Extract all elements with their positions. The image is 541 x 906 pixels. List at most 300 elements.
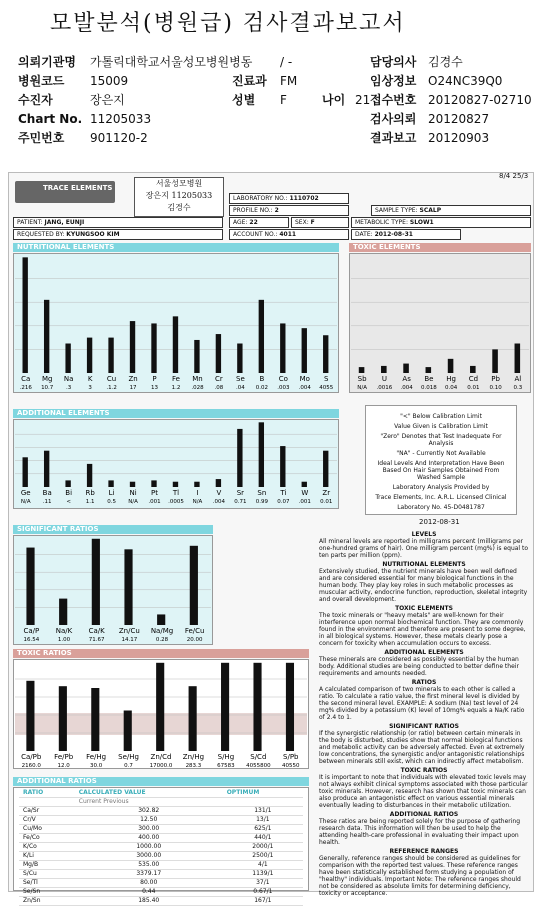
toxic-bar [426, 367, 432, 373]
toxic-ratio-value: 0.7 [124, 763, 133, 769]
significant-label: Ca/K [88, 627, 105, 635]
header-label: 의뢰기관명 [18, 55, 76, 69]
ratio-cell: 0.44 [75, 888, 223, 897]
ratio-cell: 2500/1 [223, 852, 303, 861]
nutritional-value: .028 [191, 385, 204, 391]
ratio-cell: 131/1 [223, 807, 303, 816]
additional-label: Ti [280, 489, 287, 497]
header-value: 901120-2 [90, 131, 148, 145]
header-row [18, 110, 288, 129]
toxic-ratio-bar [189, 686, 197, 751]
table-row [19, 843, 303, 852]
stamp-line: 서울성모병원 [155, 179, 203, 188]
header-value: 20120827-02710 [428, 93, 532, 107]
additional-label: Tl [172, 489, 180, 497]
nutritional-value: .04 [236, 385, 245, 391]
additional-value: .001 [298, 499, 311, 505]
requested: KYUNGSOO KIM [66, 231, 120, 238]
header-value: 20120827 [428, 112, 490, 126]
toxic-label: As [402, 375, 411, 383]
explanation-title: TOXIC ELEMENTS [395, 605, 453, 612]
ratio-cell: 2000/1 [223, 843, 303, 852]
header-row [370, 53, 540, 72]
explanation-body: Generally, reference ranges should be considered as guidelines for comparison with the reported test values. These reference ranges have been statistically established form studying a population of "healthy" individuals. Important Note: The reference ranges should not be considered as absolute limits for determining deficiency, toxicity or acceptance. [319, 855, 521, 897]
nutritional-label: Cu [106, 375, 117, 383]
explanation-body: It is important to note that individuals with elevated toxic levels may not always exhibit clinical symptoms associated with those particular toxic minerals. However, research has shown that toxic minerals can also produce an antagonistic effect on various essential minerals eventually leading to disturbances in their metabolic utilization. [319, 774, 528, 809]
explanation-title: LEVELS [411, 531, 437, 538]
profile: 2 [274, 207, 279, 214]
header-value: FM [280, 74, 298, 88]
table-row [19, 834, 303, 843]
explanation-body: These minerals are considered as possibly essential by the human body. Additional studies are being conducted to better define their requirements and amounts needed. [319, 656, 519, 677]
significant-bar [157, 614, 165, 625]
explanation-title: ADDITIONAL ELEMENTS [384, 649, 464, 656]
table-row [19, 816, 303, 825]
nutritional-bar [130, 321, 135, 373]
nutritional-label: Zn [128, 375, 138, 383]
legend-line: Value Given is Calibration Limit [394, 423, 488, 430]
ratio-subheader [19, 798, 75, 807]
additional-bar [237, 429, 242, 487]
header-row [370, 72, 540, 91]
ratio-cell: Cr/V [19, 816, 75, 825]
sample: SCALP [419, 207, 442, 214]
additional-value: N/A [128, 499, 138, 505]
nutritional-bar [259, 300, 264, 373]
toxic-ratio-bar [286, 663, 294, 751]
toxic-label: U [381, 375, 387, 383]
significant-value: 14.17 [121, 637, 138, 643]
explanation-body: The toxic minerals or "heavy metals" are well-known for their interference upon normal biochemical function. They are commonly found in the environment and therefore are present to some degree, in all biological systems. However, these metals clearly pose a concern for toxicity when accumulation occurs to excess. [319, 612, 526, 647]
additional-bar [108, 480, 113, 487]
nutritional-value: 10.7 [41, 385, 54, 391]
table-row [19, 897, 303, 906]
additional-ratios-band: ADDITIONAL RATIOS [13, 777, 309, 786]
toxic-label: Al [514, 375, 522, 383]
lab-name: TRACE ELEMENTS [43, 184, 113, 192]
print-date: 2012-08-31 [419, 518, 460, 526]
table-row [19, 807, 303, 816]
ratio-cell: 0.67/1 [223, 888, 303, 897]
table-row [19, 861, 303, 870]
toxic-value: .0016 [376, 385, 393, 391]
toxic-ratio-value: 67583 [217, 763, 235, 769]
ratio-subheader [223, 798, 303, 807]
table-row [19, 852, 303, 861]
ratio-cell: 400.00 [75, 834, 223, 843]
additional-label: Li [108, 489, 115, 497]
significant-label: Fe/Cu [184, 627, 205, 635]
ratio-cell: 12.50 [75, 816, 223, 825]
nutritional-value: .216 [19, 385, 32, 391]
header-value: O24NC39Q0 [428, 74, 503, 88]
nutritional-value: .08 [214, 385, 224, 391]
additional-label: V [216, 489, 222, 497]
toxic-bar [359, 367, 365, 373]
nutritional-label: Fe [172, 375, 180, 383]
ratio-cell: Se/Tl [19, 879, 75, 888]
legend-line: Trace Elements, Inc. A.R.L. Licensed Clinical [375, 494, 507, 501]
additional-value: 0.71 [234, 499, 247, 505]
patient-label: PATIENT: [17, 219, 43, 226]
toxic-ratio-label: Fe/Pb [54, 753, 74, 761]
table-row [19, 825, 303, 834]
additional-value: .11 [42, 499, 52, 505]
patient: JANG, EUNJI [44, 219, 85, 226]
nutritional-value: 3 [88, 385, 92, 391]
additional-value: < [66, 499, 71, 505]
ratio-subheader: Current Previous [75, 798, 223, 807]
ratio-cell: 3000.00 [75, 852, 223, 861]
additional-bar [65, 480, 70, 487]
ratio-cell: 13/1 [223, 816, 303, 825]
significant-label: Na/K [55, 627, 73, 635]
additional-band: ADDITIONAL ELEMENTS [13, 409, 339, 418]
additional-label: Pt [151, 489, 159, 497]
explanation-body: These ratios are being reported solely for the purpose of gathering research data. This information will then be used to help the attending health-care professional in evaluating their impact upon health. [319, 818, 521, 846]
requested-label: REQUESTED BY: [17, 231, 65, 238]
lab-number: 1110702 [289, 195, 319, 202]
additional-value: 0.5 [107, 499, 116, 505]
nutritional-bar [108, 338, 113, 373]
additional-bar [173, 482, 178, 487]
significant-bar [190, 546, 198, 625]
header-row [232, 53, 342, 72]
header-right [370, 53, 540, 148]
header-label: 임상정보 [370, 74, 417, 88]
sex: F [310, 219, 315, 226]
additional-bar [194, 482, 199, 487]
additional-label: Sn [257, 489, 267, 497]
nutritional-bar [194, 340, 199, 373]
toxic-ratio-label: Se/Hg [118, 753, 139, 761]
nutritional-label: S [324, 375, 329, 383]
toxic-bar [448, 359, 454, 373]
additional-bar [151, 480, 156, 487]
nutritional-label: K [87, 375, 93, 383]
additional-bar [280, 446, 285, 487]
report-title: 모발분석(병원급) 검사결과보고서 [50, 11, 406, 36]
toxic-ratio-bar [221, 663, 229, 751]
nutritional-label: B [259, 375, 265, 383]
explanation-title: NUTRITIONAL ELEMENTS [382, 561, 466, 568]
nutritional-bar [216, 334, 221, 373]
nutritional-value: 1.2 [171, 385, 181, 391]
ratio-cell: 300.00 [75, 825, 223, 834]
metabolic-label: METABOLIC TYPE: [355, 219, 408, 226]
legend-line: "<" Below Calibration Limit [400, 413, 482, 420]
ratio-cell: 3379.17 [75, 870, 223, 879]
ratio-header: RATIO [19, 789, 75, 798]
toxic-ratio-label: S/Hg [217, 753, 235, 761]
toxic-bar [403, 364, 409, 373]
header-value: 15009 [90, 74, 129, 88]
additional-value: 0.99 [255, 499, 268, 505]
significant-value: 0.28 [155, 637, 169, 643]
nutritional-value: .004 [298, 385, 311, 391]
nutritional-label: Ca [21, 375, 31, 383]
legend-line: "NA" - Currently Not Available [396, 450, 486, 457]
nutritional-band: NUTRITIONAL ELEMENTS [13, 243, 339, 252]
toxic-label: Be [424, 375, 434, 383]
additional-label: Bi [65, 489, 73, 497]
toxic-ratio-value: 17000.0 [149, 763, 173, 769]
header-row [18, 129, 288, 148]
toxic-ratio-bar [59, 686, 67, 751]
header-label: Chart No. [18, 112, 83, 126]
nutritional-label: Mn [192, 375, 203, 383]
header-label: 검사의뢰 [370, 112, 417, 126]
nutritional-bar [323, 335, 328, 373]
toxic-ratio-label: S/Pb [283, 753, 299, 761]
additional-label: I [196, 489, 199, 497]
toxic-ratio-bar [26, 681, 34, 751]
additional-bar [130, 482, 135, 487]
toxic-ratios-band: TOXIC RATIOS [13, 649, 309, 658]
nutritional-bar [151, 323, 156, 373]
ratio-cell: 1139/1 [223, 870, 303, 879]
nutritional-label: P [152, 375, 157, 383]
age-value: 21 [355, 93, 371, 107]
header-row [370, 91, 540, 110]
toxic-ratio-label: S/Cd [250, 753, 267, 761]
explanation-body: Extensively studied, the nutrient minerals have been well defined and are considered essential for many biological functions in the human body. They play key roles in such metabolic processes as muscular activity, endocrine function, reproduction, skeletal integrity and overall development. [319, 568, 528, 603]
ratio-cell: Ca/Sr [19, 807, 75, 816]
nutritional-value: .003 [277, 385, 290, 391]
toxic-bar [470, 366, 476, 373]
nutritional-value: 13 [151, 385, 159, 391]
header-label: 접수번호 [370, 93, 417, 107]
ratio-cell: Zn/Sn [19, 897, 75, 906]
additional-bar [259, 422, 264, 487]
additional-ratios-table [19, 789, 303, 906]
nutritional-bar [23, 257, 28, 373]
header-label: 담당의사 [370, 55, 417, 69]
explanation-title: TOXIC RATIOS [400, 767, 448, 774]
additional-value: 0.01 [320, 499, 333, 505]
toxic-bar [492, 349, 498, 373]
significant-bar [124, 549, 132, 625]
significant-band: SIGNIFICANT RATIOS [13, 525, 213, 534]
toxic-ratio-label: Zn/Hg [182, 753, 205, 761]
additional-bar [216, 479, 221, 487]
toxic-ratio-value: 283.3 [185, 763, 202, 769]
ratio-cell: 302.82 [75, 807, 223, 816]
toxic-ratio-bar [156, 663, 164, 751]
toxic-ratio-bar [91, 688, 99, 751]
significant-bar [92, 539, 100, 625]
significant-label: Zn/Cu [118, 627, 140, 635]
account-label: ACCOUNT NO.: [233, 231, 278, 238]
header-row [370, 110, 540, 129]
table-row [19, 870, 303, 879]
significant-value: 16.54 [23, 637, 40, 643]
significant-bar [59, 599, 67, 625]
sample-label: SAMPLE TYPE: [375, 207, 418, 214]
toxic-band: TOXIC ELEMENTS [349, 243, 531, 252]
ratio-cell: 80.00 [75, 879, 223, 888]
additional-label: Ni [129, 489, 137, 497]
header-row [370, 129, 540, 148]
nutritional-value: 0.02 [255, 385, 268, 391]
legend-line: Laboratory Analysis Provided by [392, 484, 490, 491]
toxic-value: 0.3 [513, 385, 523, 391]
toxic-value: N/A [357, 385, 367, 391]
header-value: / - [280, 55, 293, 69]
toxic-label: Hg [446, 375, 456, 383]
toxic-bar [381, 366, 387, 373]
ratio-cell: 440/1 [223, 834, 303, 843]
metabolic: SLOW1 [409, 219, 434, 226]
significant-label: Ca/P [23, 627, 40, 635]
nutritional-bar [65, 344, 70, 374]
nutritional-value: .3 [66, 385, 72, 391]
ratio-header: OPTIMUM [223, 789, 303, 798]
nutritional-bar [44, 300, 49, 373]
nutritional-bar [237, 344, 242, 374]
additional-label: Ba [42, 489, 52, 497]
scan-age-label: AGE: [233, 219, 248, 226]
additional-label: W [301, 489, 309, 497]
explanation-body: If the synergistic relationship (or ratio) between certain minerals in the body is disturbed, studies show that normal biological functions and metabolic activity can be adversely affected. Even at extremely low concentrations, the synergistic and/or antagonistic relationships between minerals still exist, which can indirectly affect metabolism. [319, 730, 525, 765]
toxic-value: 0.04 [445, 385, 458, 391]
header-value: 김경수 [428, 55, 463, 69]
header-label: 주민번호 [18, 131, 65, 145]
toxic-value: 0.018 [421, 385, 437, 391]
significant-value: 20.00 [186, 637, 203, 643]
stamp-line: 김경수 [167, 203, 191, 212]
additional-value: .0005 [168, 499, 184, 505]
ratio-cell: K/Co [19, 843, 75, 852]
toxic-bar [515, 344, 521, 374]
header-label: 진료과 [232, 74, 267, 88]
additional-value: N/A [20, 499, 31, 505]
additional-value: 1.1 [85, 499, 95, 505]
explanation-body: All mineral levels are reported in milligrams percent (milligrams per one-hundred grams of hair). One milligram percent (mg%) is equal to ten parts per million (ppm). [319, 538, 529, 559]
date: 2012-08-31 [374, 231, 413, 238]
explanation-body: A calculated comparison of two minerals to each other is called a ratio. To calculate a ratio value, the first mineral level is divided by the second mineral level. EXAMPLE: A sodium (Na) test level of 24 mg% divided by a potassium (K) level of 10mg% equals a Na/K ratio of 2.4 to 1. [319, 686, 525, 721]
significant-bar [26, 548, 34, 625]
toxic-ratio-bar [253, 663, 261, 751]
header-label: 수진자 [18, 93, 53, 107]
additional-bar [44, 451, 49, 487]
nutritional-bar [302, 328, 307, 373]
nutritional-label: Mg [41, 375, 53, 383]
toxic-label: Sb [357, 375, 367, 383]
explanation-title: ADDITIONAL RATIOS [389, 811, 459, 818]
nutritional-label: Cr [215, 375, 223, 383]
explanation-title: RATIOS [411, 679, 437, 686]
ratio-cell: 535.00 [75, 861, 223, 870]
ratio-cell: 1000.00 [75, 843, 223, 852]
ratio-cell: Fe/Co [19, 834, 75, 843]
toxic-ratio-label: Fe/Hg [86, 753, 107, 761]
toxic-value: 0.10 [489, 385, 502, 391]
toxic-value: .004 [400, 385, 413, 391]
explanation-title: SIGNIFICANT RATIOS [389, 723, 459, 730]
legend-line: Ideal Levels And Interpretation Have Been Based On Hair Samples Obtained From Washed Sample [377, 460, 505, 481]
ratio-header: CALCULATED VALUE [75, 789, 223, 798]
header-age [322, 91, 370, 110]
age-label: 나이 [322, 93, 346, 107]
ratio-cell: Cu/Mo [19, 825, 75, 834]
significant-value: 71.67 [88, 637, 105, 643]
nutritional-label: Se [236, 375, 245, 383]
nutritional-label: Co [278, 375, 288, 383]
significant-label: Na/Mg [150, 627, 174, 635]
nutritional-label: Na [63, 375, 74, 383]
ratio-cell: 625/1 [223, 825, 303, 834]
toxic-ratio-bar [124, 711, 132, 752]
nutritional-value: 17 [129, 385, 137, 391]
corner-note: 8/4 25/3 [499, 172, 529, 180]
date-label: DATE: [355, 231, 373, 238]
table-row [19, 888, 303, 897]
header-value: 11205033 [90, 112, 152, 126]
toxic-ratio-value: 2160.0 [21, 763, 41, 769]
nutritional-bar [87, 338, 92, 373]
nutritional-label: Mo [299, 375, 310, 383]
toxic-label: Pb [491, 375, 500, 383]
scanned-report [8, 172, 534, 904]
toxic-ratio-value: 4055800 [246, 763, 271, 769]
additional-value: N/A [192, 499, 203, 505]
header-label: 성별 [232, 93, 256, 107]
ratio-cell: 4/1 [223, 861, 303, 870]
header-value: F [280, 93, 287, 107]
ratio-cell: Mg/B [19, 861, 75, 870]
additional-label: Rb [85, 489, 95, 497]
header-value: 20120903 [428, 131, 490, 145]
ratio-cell: S/Cu [19, 870, 75, 879]
stamp-line: 장은지 11205033 [145, 191, 213, 200]
header-value: 가톨릭대학교서울성모병원병동 [90, 55, 253, 69]
charts-svg [9, 173, 535, 893]
header-label: 결과보고 [370, 131, 417, 145]
significant-value: 1.00 [57, 637, 71, 643]
scan-age: 22 [249, 219, 258, 226]
header-label: 병원코드 [18, 74, 65, 88]
additional-bar [87, 464, 92, 487]
additional-value: 0.07 [277, 499, 290, 505]
additional-label: Zr [322, 489, 331, 497]
toxic-ratio-value: 30.0 [89, 763, 103, 769]
nutritional-bar [280, 323, 285, 373]
sex-label: SEX: [295, 219, 309, 226]
additional-value: .001 [148, 499, 161, 505]
ratio-cell: 185.40 [75, 897, 223, 906]
toxic-ratio-label: Zn/Cd [150, 753, 172, 761]
account: 4011 [279, 231, 297, 238]
lab-number-label: LABORATORY NO.: [233, 195, 288, 202]
toxic-ratio-value: 12.0 [57, 763, 70, 769]
nutritional-bar [173, 316, 178, 373]
additional-bar [323, 451, 328, 487]
ratio-cell: K/Li [19, 852, 75, 861]
additional-label: Sr [236, 489, 245, 497]
additional-bar [23, 457, 28, 487]
toxic-label: Cd [468, 375, 479, 383]
legend-line: Laboratory No. 45-D0481787 [397, 504, 485, 511]
additional-bar [302, 482, 307, 487]
profile-label: PROFILE NO.: [233, 207, 273, 214]
toxic-value: 0.01 [467, 385, 480, 391]
ratio-cell: 167/1 [223, 897, 303, 906]
header-row [232, 72, 342, 91]
explanation-title: REFERENCE RANGES [389, 848, 459, 855]
nutritional-value: .1.2 [106, 385, 117, 391]
table-row [19, 879, 303, 888]
